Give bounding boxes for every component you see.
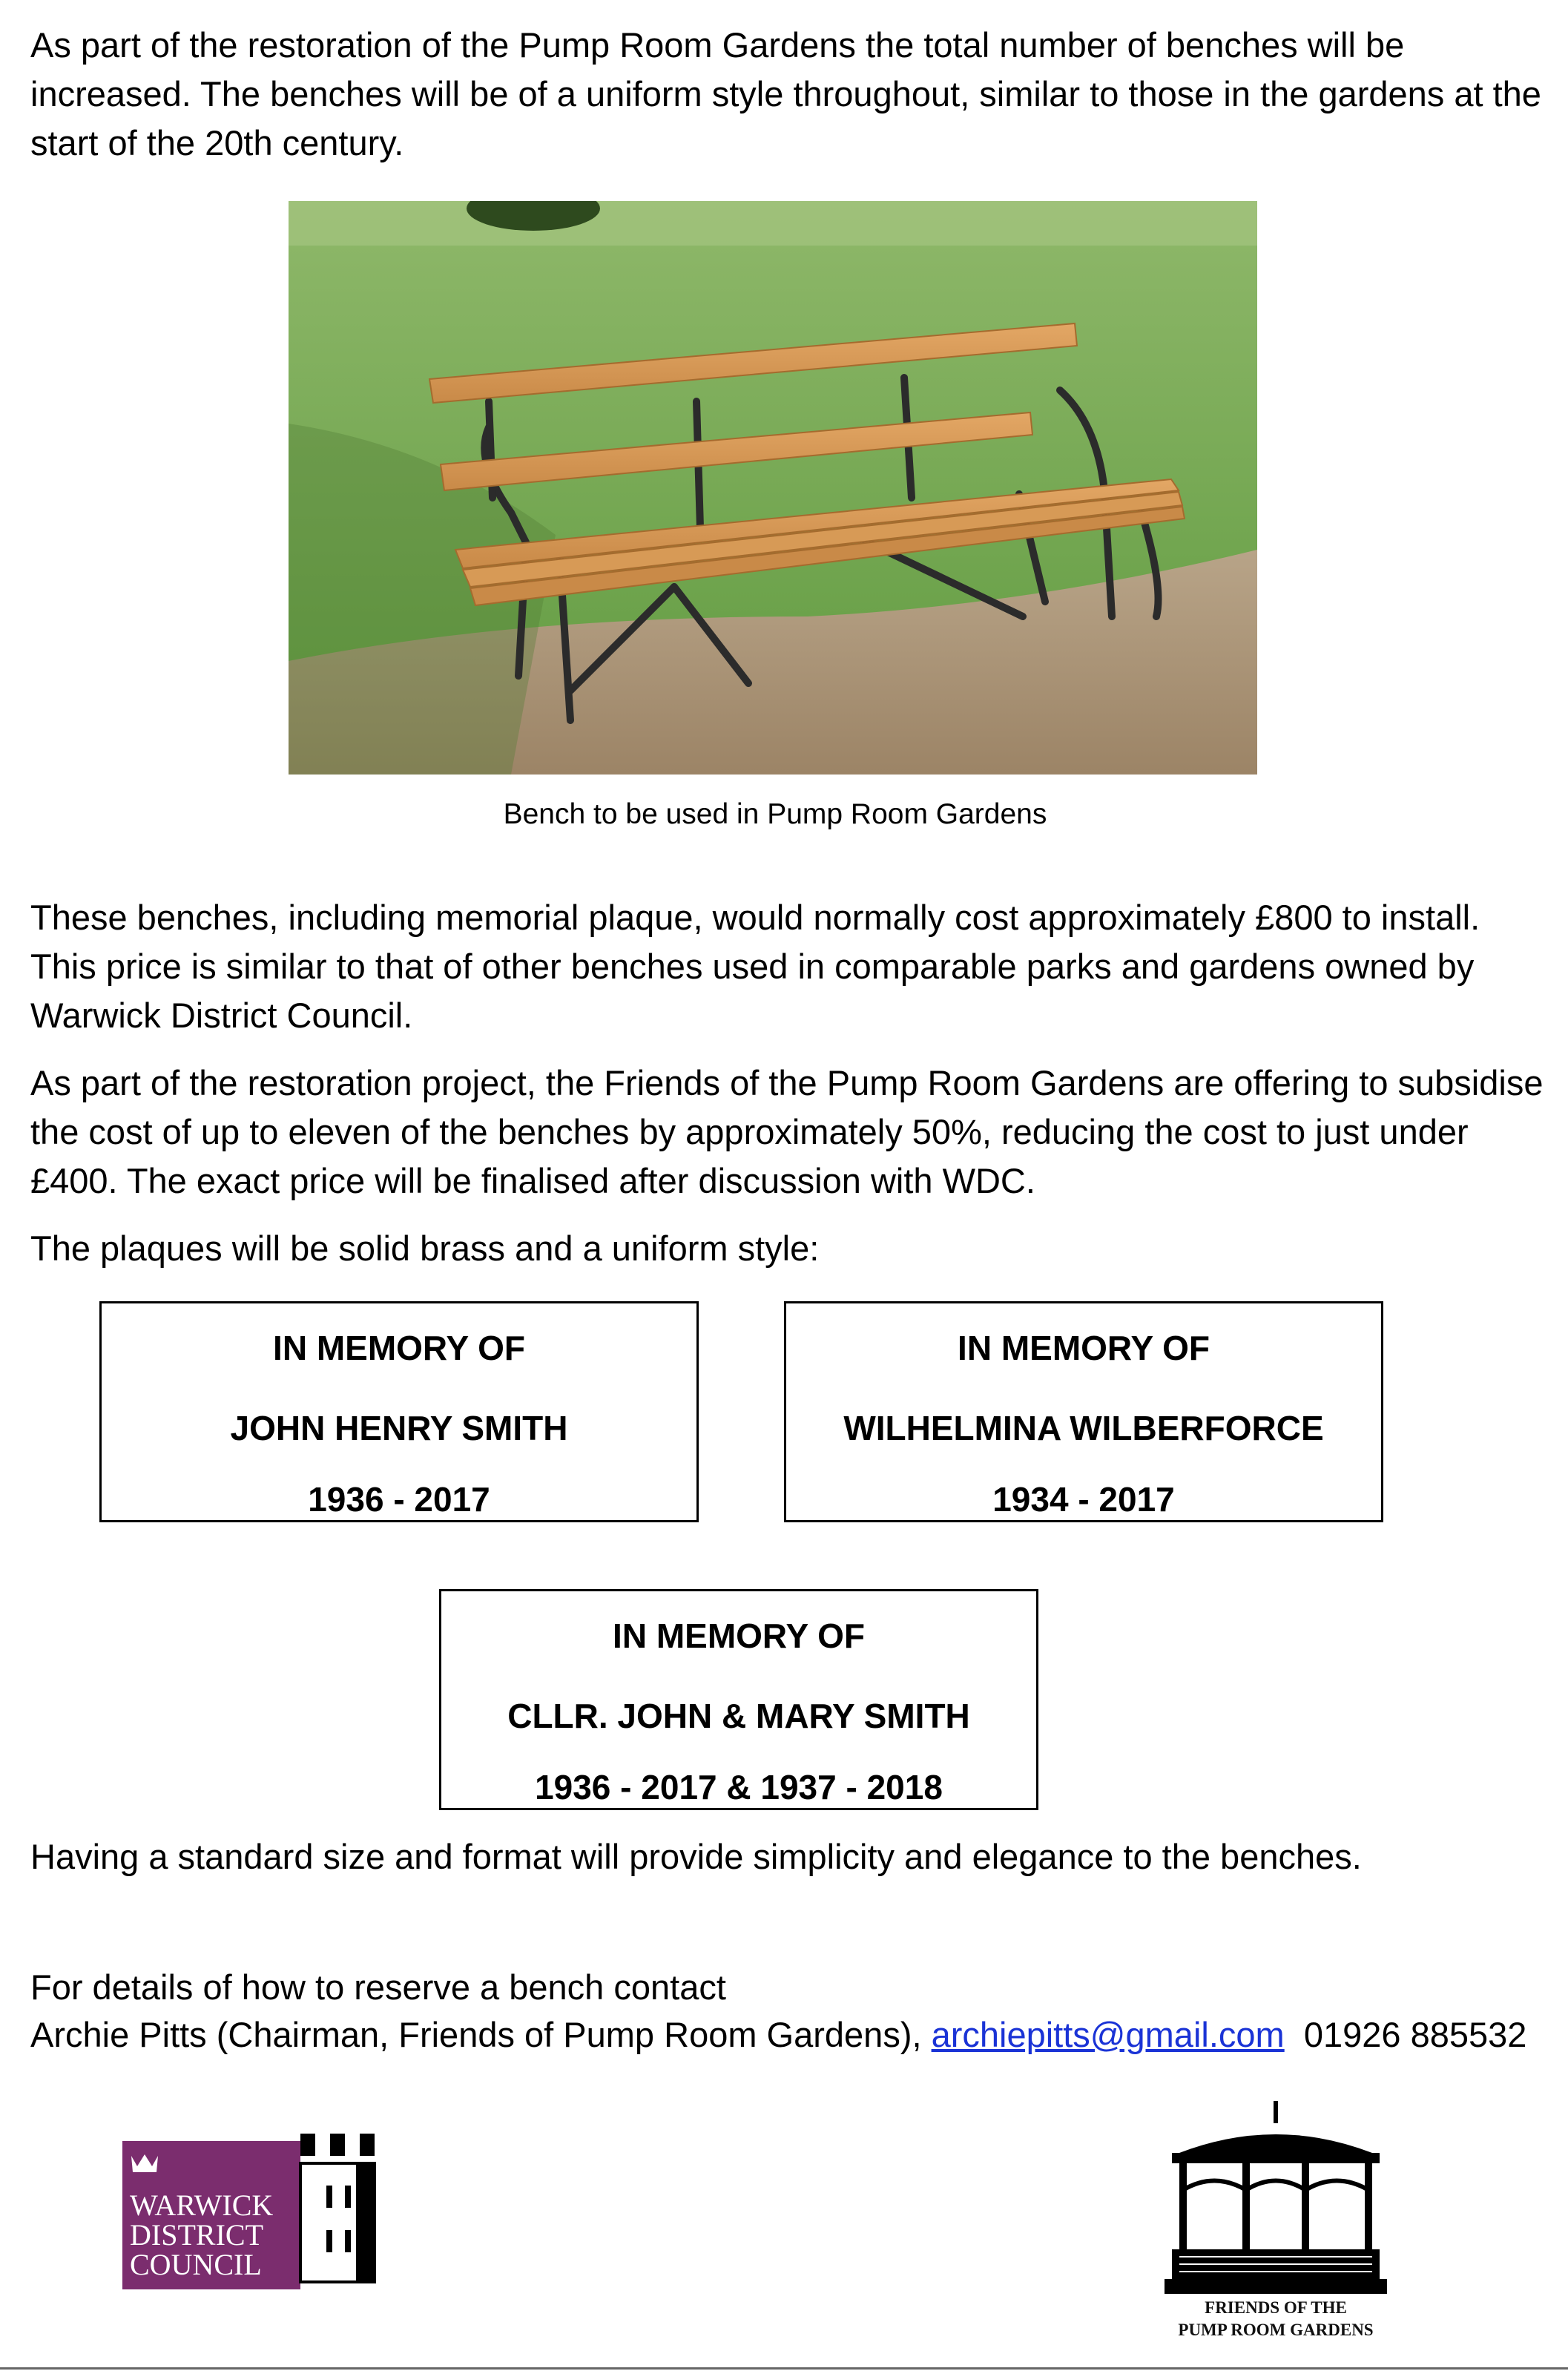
plaque-line-dates: 1936 - 2017 <box>308 1480 490 1519</box>
plaque-line-heading: IN MEMORY OF <box>958 1329 1210 1367</box>
fprg-logo-line1: FRIENDS OF THE <box>1205 2298 1347 2317</box>
plaques-intro: The plaques will be solid brass and a uniform style: <box>30 1229 820 1268</box>
plaque-line-dates: 1936 - 2017 & 1937 - 2018 <box>535 1768 943 1806</box>
plaque-line-name: WILHELMINA WILBERFORCE <box>843 1409 1324 1447</box>
standard-paragraph: Having a standard size and format will provide simplicity and elegance to the benches. <box>30 1837 1362 1876</box>
photo-caption: Bench to be used in Pump Room Gardens <box>503 798 1047 830</box>
contact-block <box>30 1964 1544 2059</box>
warwick-district-council-logo <box>122 2134 382 2289</box>
plaque-example <box>99 1301 699 1522</box>
wdc-logo-line1: WARWICK <box>130 2189 274 2222</box>
intro-paragraph: As part of the restoration of the Pump Room Gardens the total number of benches will be increased. The benches will be of a uniform style throughout, similar to those in the gardens at the start of the 20th century. <box>30 25 1541 162</box>
contact-name: Archie Pitts (Chairman, Friends of Pump Room Gardens), <box>30 2015 922 2054</box>
subsidy-paragraph: As part of the restoration project, the Friends of the Pump Room Gardens are offering to subsidise the cost of up to eleven of the benches by approximately 50%, reducing the cost to just under £400. The exact price will be finalised after discussion with WDC. <box>30 1063 1544 1200</box>
plaque-line-heading: IN MEMORY OF <box>613 1617 865 1655</box>
plaque-line-name: JOHN HENRY SMITH <box>230 1409 568 1447</box>
plaque-example <box>439 1589 1038 1810</box>
cost-paragraph: These benches, including memorial plaque, would normally cost approximately £800 to install. This price is similar to that of other benches used in comparable parks and gardens owned by Warwick District Council. <box>30 898 1480 1035</box>
wdc-logo-line3: COUNCIL <box>130 2248 262 2281</box>
plaque-line-dates: 1934 - 2017 <box>992 1480 1175 1519</box>
contact-phone: 01926 885532 <box>1303 2015 1527 2054</box>
contact-email-link[interactable]: archiepitts@gmail.com <box>931 2015 1285 2054</box>
bench-photo <box>289 201 1257 775</box>
wdc-logo-line2: DISTRICT <box>130 2218 263 2252</box>
plaque-line-name: CLLR. JOHN & MARY SMITH <box>507 1697 970 1735</box>
page-bottom-rule <box>0 2367 1568 2370</box>
contact-line: For details of how to reserve a bench contact <box>30 1967 726 2007</box>
fprg-logo-line2: PUMP ROOM GARDENS <box>1178 2321 1374 2339</box>
plaque-line-heading: IN MEMORY OF <box>273 1329 525 1367</box>
plaque-example <box>784 1301 1383 1522</box>
